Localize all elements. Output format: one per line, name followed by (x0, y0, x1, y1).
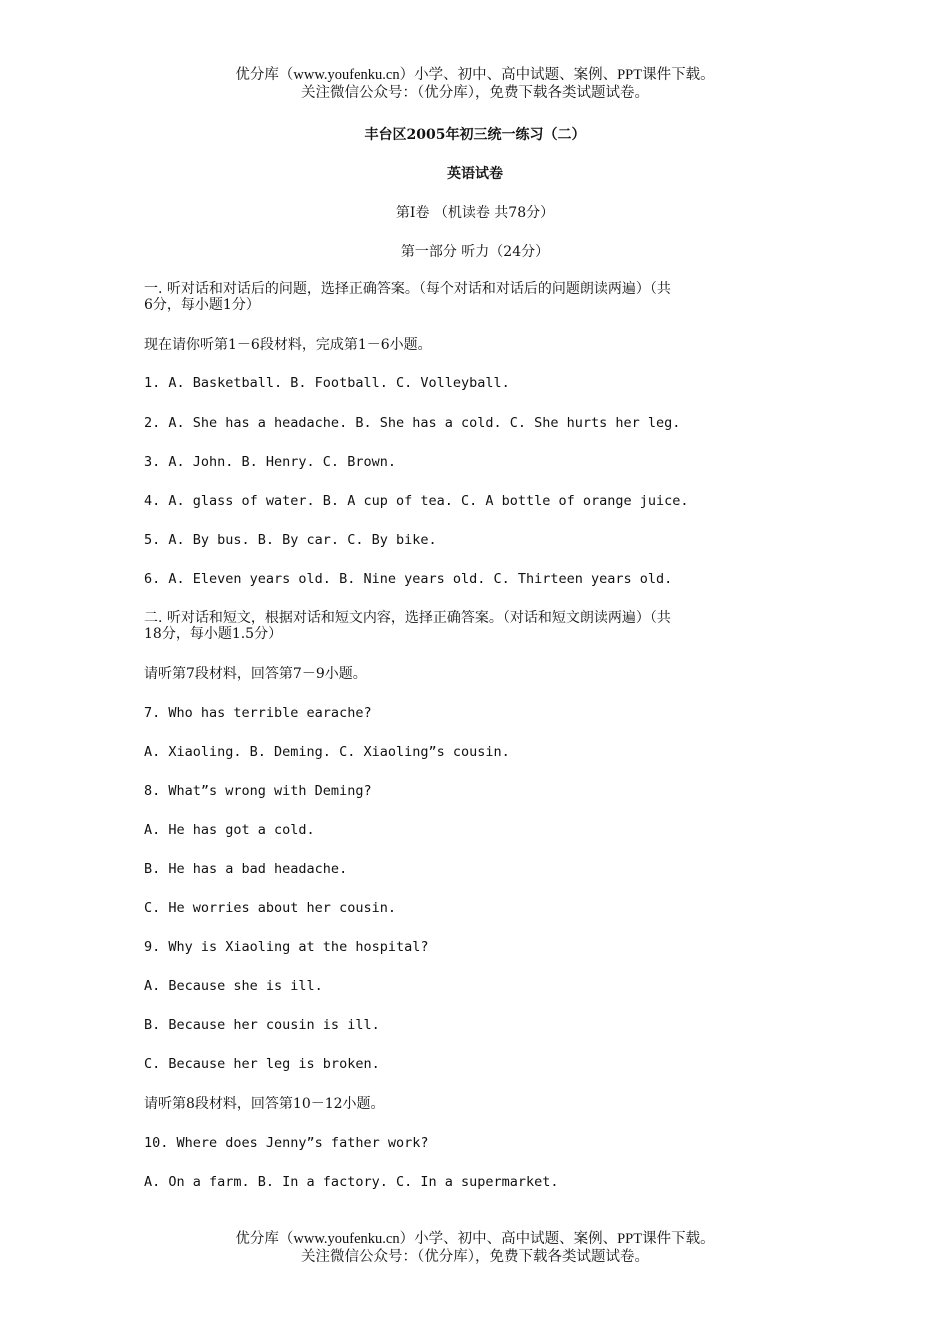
question-9-option-c: C. Because her leg is broken. (144, 1056, 380, 1072)
question-8-option-a: A. He has got a cold. (144, 822, 315, 838)
section2-prompt-7: 请听第7段材料，回答第7－9小题。 (144, 666, 367, 682)
question-4: 4. A. glass of water. B. A cup of tea. C. A bottle of orange juice. (144, 493, 689, 509)
question-6: 6. A. Eleven years old. B. Nine years old. C. Thirteen years old. (144, 571, 673, 587)
question-8-option-b: B. He has a bad headache. (144, 861, 348, 877)
section2-instruction-line1: 二. 听对话和短文，根据对话和短文内容，选择正确答案。（对话和短文朗读两遍）（共 (144, 610, 671, 626)
question-9-option-b: B. Because her cousin is ill. (144, 1017, 380, 1033)
section1-instruction-line2: 6分，每小题1分） (144, 297, 260, 313)
question-8-option-c: C. He worries about her cousin. (144, 900, 396, 916)
page-header (0, 66, 950, 102)
question-10: 10. Where does Jenny”s father work? (144, 1135, 429, 1151)
question-9: 9. Why is Xiaoling at the hospital? (144, 939, 429, 955)
section2-prompt-8: 请听第8段材料，回答第10－12小题。 (144, 1096, 385, 1112)
exam-title: 丰台区2005年初三统一练习（二） (364, 127, 586, 143)
exam-subject: 英语试卷 (447, 166, 503, 182)
question-10-options: A. On a farm. B. In a factory. C. In a supermarket. (144, 1174, 559, 1190)
section1-instruction-line1: 一. 听对话和对话后的问题，选择正确答案。（每个对话和对话后的问题朗读两遍）（共 (144, 281, 671, 297)
question-1: 1. A. Basketball. B. Football. C. Volleyball. (144, 375, 510, 391)
section2-instruction-line2: 18分，每小题1.5分） (144, 626, 283, 642)
volume-title: 第Ⅰ卷 （机读卷 共78分） (395, 205, 555, 221)
question-5: 5. A. By bus. B. By car. C. By bike. (144, 532, 437, 548)
header-line-1: 优分库（www.youfenku.cn）小学、初中、高中试题、案例、PPT课件下载。 (235, 67, 715, 83)
section1-prompt: 现在请你听第1－6段材料，完成第1－6小题。 (144, 337, 432, 353)
question-8: 8. What”s wrong with Deming? (144, 783, 372, 799)
footer-line-1: 优分库（www.youfenku.cn）小学、初中、高中试题、案例、PPT课件下载。 (235, 1231, 715, 1247)
header-line-2: 关注微信公众号：（优分库），免费下载各类试题试卷。 (301, 85, 649, 101)
page-footer (0, 1230, 950, 1266)
question-7: 7. Who has terrible earache? (144, 705, 372, 721)
footer-line-2: 关注微信公众号：（优分库），免费下载各类试题试卷。 (301, 1249, 649, 1265)
question-2: 2. A. She has a headache. B. She has a cold. C. She hurts her leg. (144, 415, 681, 431)
part-title: 第一部分 听力（24分） (400, 244, 550, 260)
question-9-option-a: A. Because she is ill. (144, 978, 323, 994)
question-7-options: A. Xiaoling. B. Deming. C. Xiaoling”s cousin. (144, 744, 510, 760)
question-3: 3. A. John. B. Henry. C. Brown. (144, 454, 396, 470)
